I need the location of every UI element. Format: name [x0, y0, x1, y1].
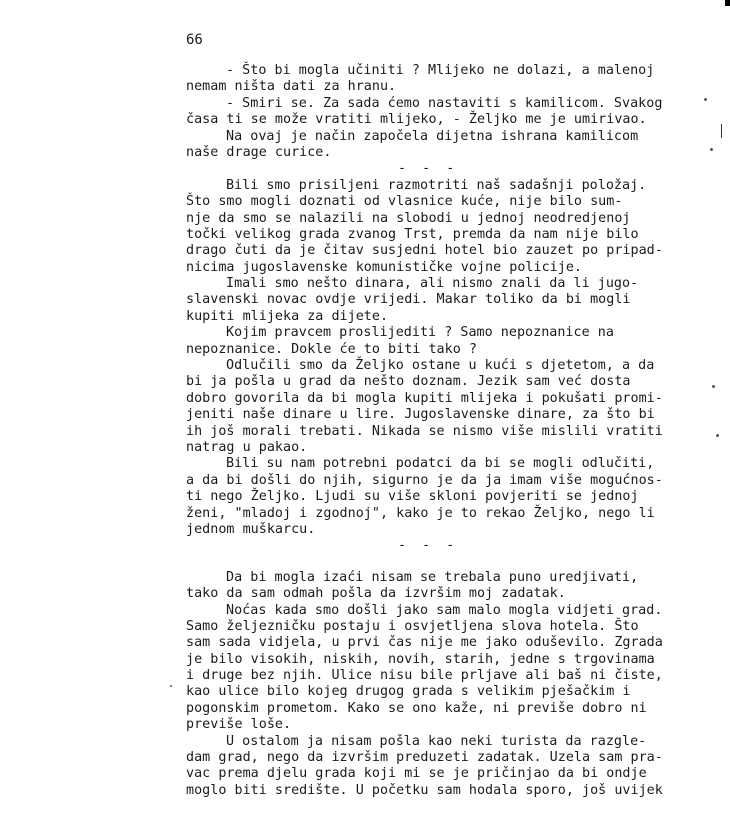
text-line: Samo željezničku postaju i osvjetljena slova hotela. Što — [186, 618, 639, 634]
text-line: nemam ništa dati za hranu. — [186, 79, 397, 95]
text-line: Kojim pravcem proslijediti ? Samo nepoznanice na — [226, 325, 614, 341]
text-line: drago čuti da je čitav susjedni hotel bio zauzet po pripad- — [186, 243, 663, 259]
scan-speck — [710, 148, 713, 151]
text-line: ti nego Željko. Ljudi su više skloni povjeriti se jednoj — [186, 489, 639, 505]
text-line: i druge bez njih. Ulice nisu bile prljave ali baš ni čiste, — [186, 668, 663, 684]
text-line: U ostalom ja nisam pošla kao neki turista da razgle- — [226, 733, 647, 749]
text-line: nje da smo se nalazili na slobodi u jednoj neodredjenoj — [186, 210, 631, 226]
text-line: kupiti mlijeka za dijete. — [186, 308, 389, 324]
body-text — [186, 63, 666, 799]
text-line: a da bi došli do njih, sigurno je da ja imam više mogućnos- — [186, 472, 663, 488]
text-line: natrag u pakao. — [186, 439, 308, 455]
text-line: - Što bi mogla učiniti ? Mlijeko ne dolazi, a malenoj — [226, 63, 655, 78]
section-separator: - - - — [398, 161, 459, 177]
text-line: slavenski novac ovdje vrijedi. Makar toliko da bi mogli — [186, 292, 631, 308]
text-line: tako da sam odmah pošla da izvršim moj zadatak. — [186, 586, 566, 602]
text-line: Imali smo nešto dinara, ali nismo znali da li jugo- — [226, 276, 639, 292]
text-line: vac prema djelu grada koji mi se je pričinjao da bi ondje — [186, 766, 647, 782]
text-line: ih još morali trebati. Nikada se nismo više mislili vratiti — [186, 423, 663, 439]
section-separator: - - - — [398, 538, 459, 554]
text-line: točki velikog grada zvanog Trst, premda da nam nije bilo — [186, 226, 639, 242]
text-line: pogonskim prometom. Kako se ono kaže, ni previše dobro ni — [186, 700, 647, 716]
text-line: bi ja pošla u grad da nešto doznam. Jezik sam već dosta — [186, 374, 631, 390]
scan-edge-mark — [725, 0, 730, 6]
text-line: dam grad, nego da izvršim preduzeti zadatak. Uzela sam pra- — [186, 750, 663, 766]
text-line: Da bi mogla izaći nisam se trebala puno uredjivati, — [226, 569, 639, 585]
text-line: Bili su nam potrebni podatci da bi se mogli odlučiti, — [226, 456, 655, 472]
page-number: 66 — [186, 32, 203, 48]
paragraph-gap — [186, 555, 666, 570]
text-line: - Smiri se. Za sada ćemo nastaviti s kamilicom. Svakog — [226, 95, 663, 111]
text-line: Bili smo prisiljeni razmotriti naš sadašnji položaj. — [226, 177, 647, 193]
text-line: časa ti se može vratiti mlijeko, - Željko me je umirivao. — [186, 112, 647, 128]
text-line: je bilo visokih, niskih, novih, starih, jedne s trgovinama — [186, 651, 655, 667]
text-line: jednom muškarcu. — [186, 521, 316, 537]
text-line: moglo biti središte. U početku sam hodala sporo, još uvijek — [186, 782, 663, 798]
scan-speck — [170, 685, 172, 687]
text-line: dobro govorila da bi mogla kupiti mlijeka i pokušati promi- — [186, 390, 663, 406]
text-line: sam sada vidjela, u prvi čas nije me jako oduševilo. Zgrada — [186, 635, 663, 651]
scan-line-mark — [721, 124, 722, 138]
text-line: nepoznanice. Dokle će to biti tako ? — [186, 341, 477, 357]
text-line: ženi, "mladoj i zgodnoj", kako je to rekao Željko, nego li — [186, 505, 655, 521]
text-line: Noćas kada smo došli jako sam malo mogla vidjeti grad. — [226, 602, 663, 618]
text-line: previše loše. — [186, 717, 292, 733]
text-line: Što smo mogli doznati od vlasnice kuće, nije bilo sum- — [186, 194, 623, 210]
scan-speck — [712, 385, 715, 388]
text-line: Odlučili smo da Željko ostane u kući s djetetom, a da — [226, 358, 655, 374]
text-line: kao ulice bilo kojeg drugog grada s velikim pješačkim i — [186, 684, 631, 700]
scan-speck — [716, 434, 719, 437]
text-line: nicima jugoslavenske komunističke vojne policije. — [186, 259, 583, 275]
text-line: naše drage curice. — [186, 144, 332, 160]
text-line: jeniti naše dinare u lire. Jugoslavenske dinare, za što bi — [186, 407, 655, 423]
text-line: Na ovaj je način započela dijetna ishrana kamilicom — [226, 128, 639, 144]
scan-speck — [704, 98, 707, 101]
